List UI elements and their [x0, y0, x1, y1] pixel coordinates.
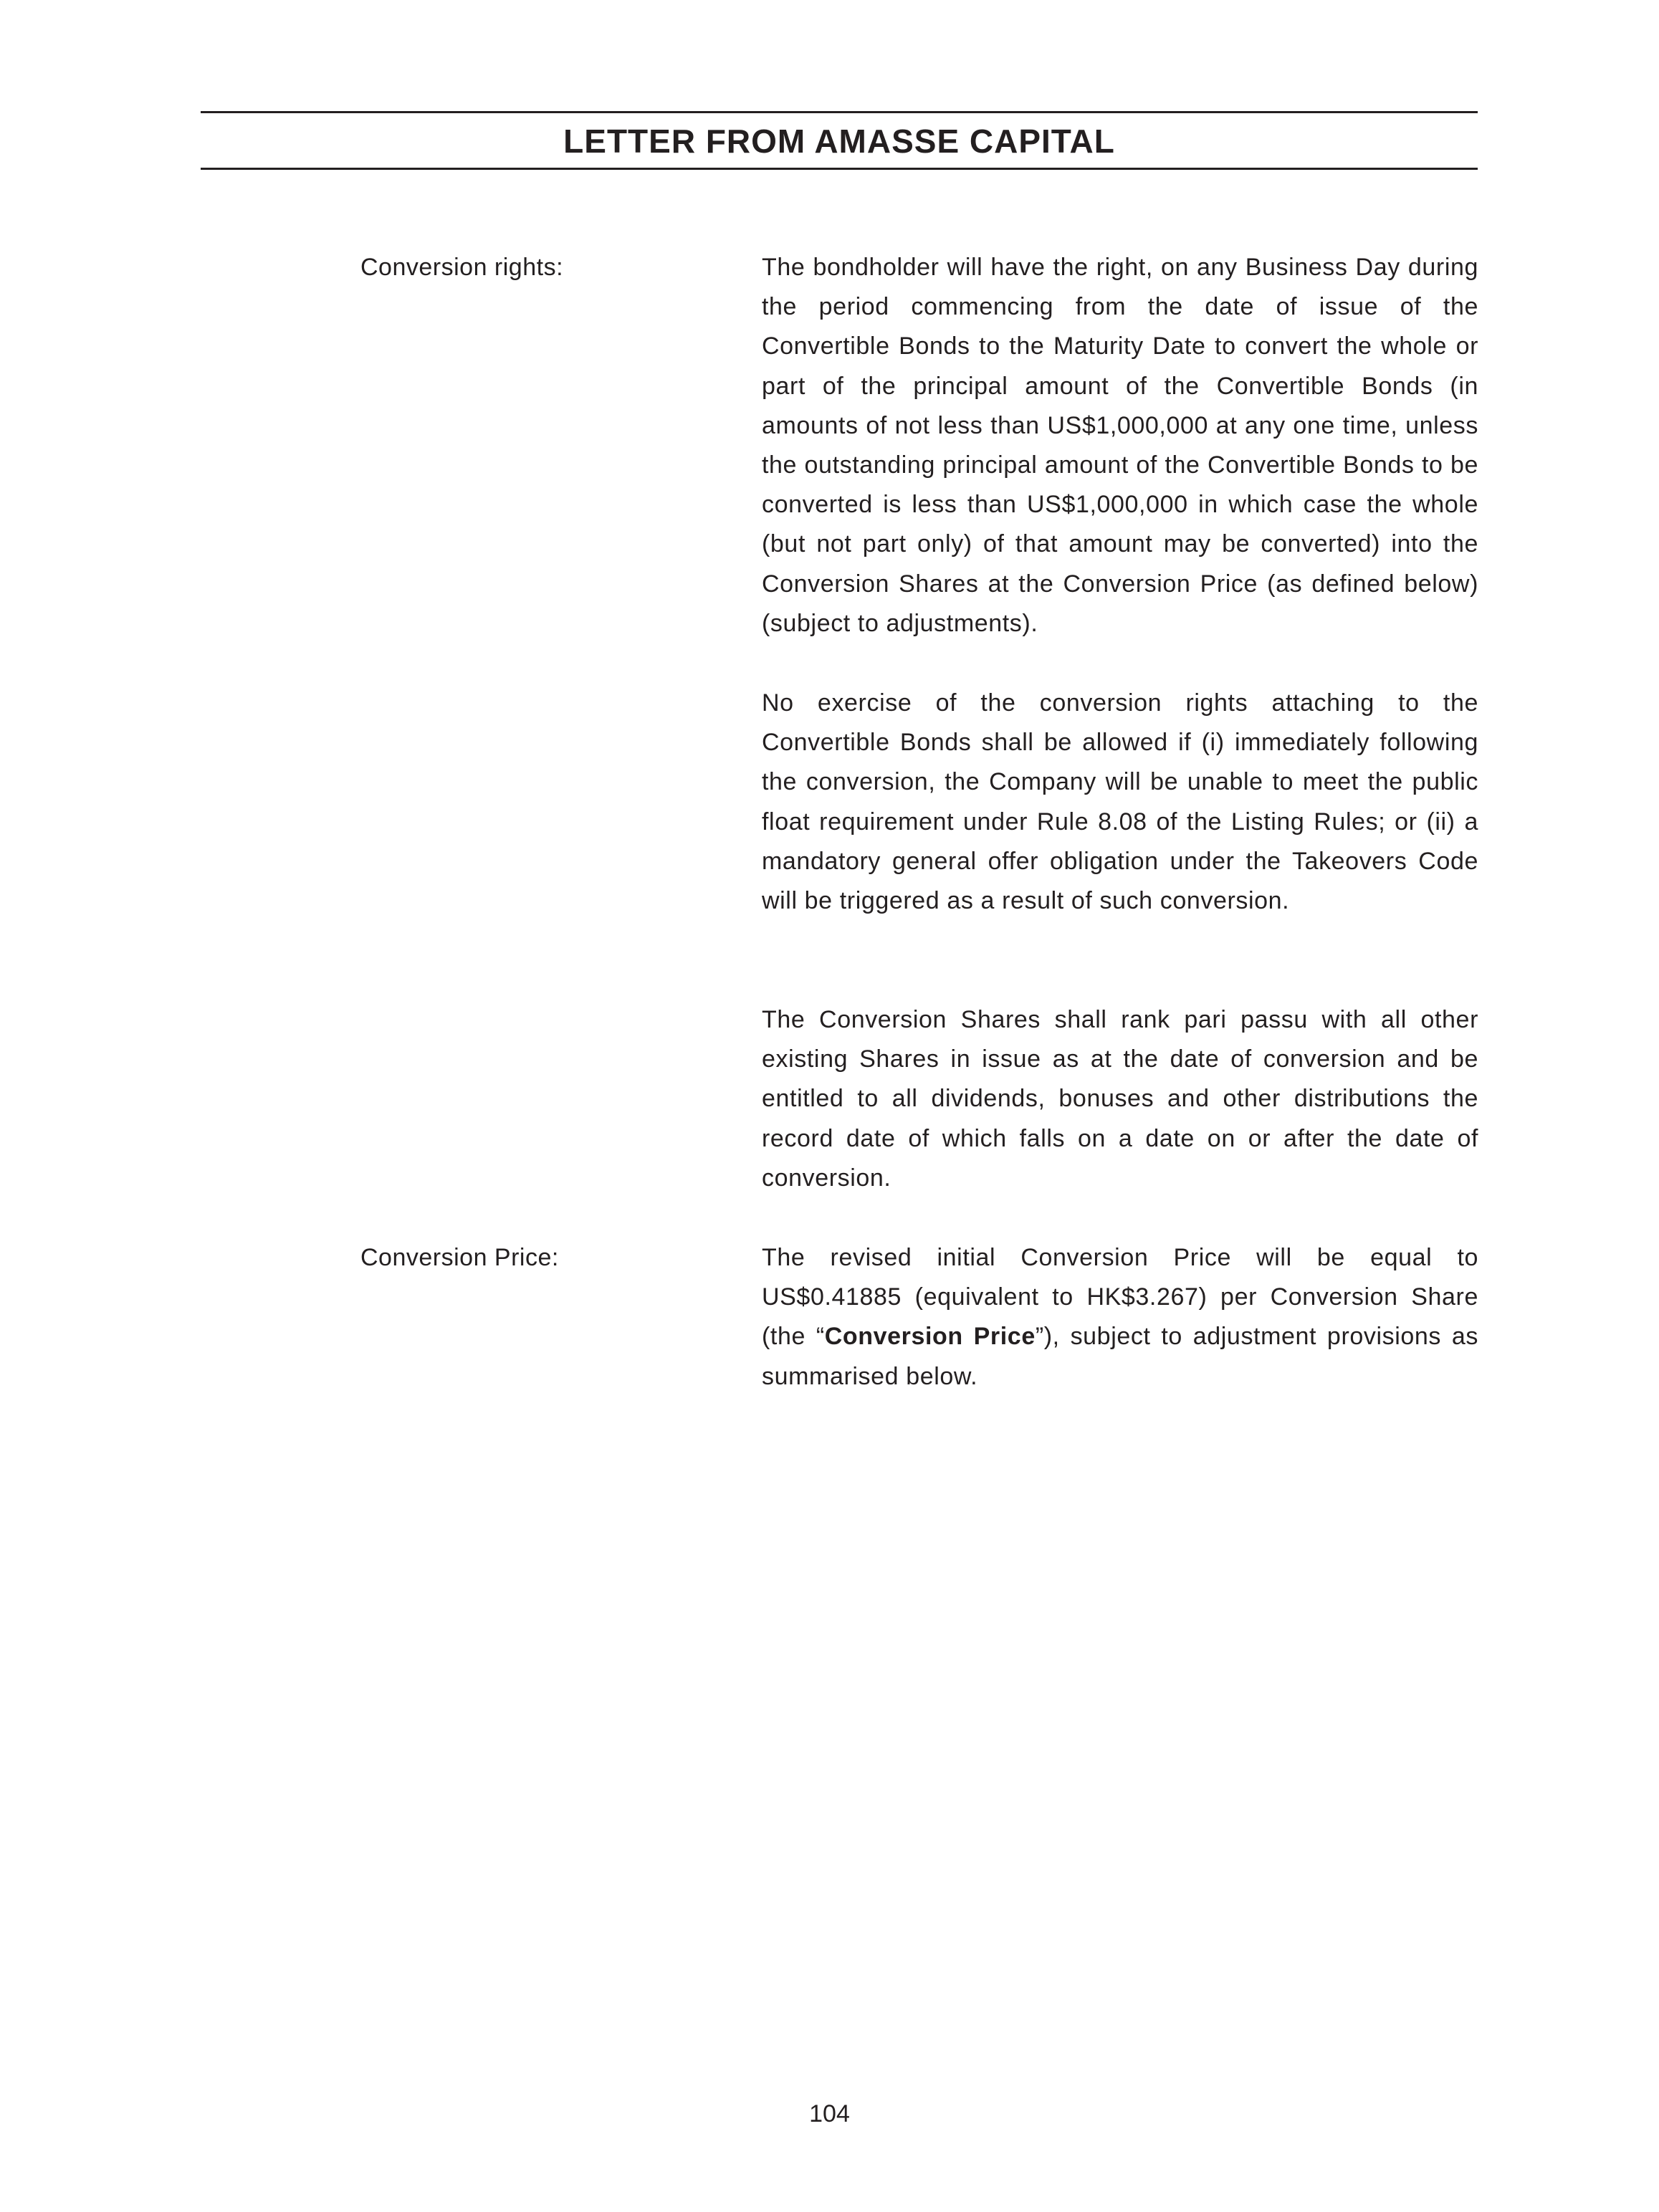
page-number: 104	[809, 2100, 850, 2127]
page-header	[201, 111, 1478, 170]
conversion-price-text-after: ”), subject to adjustment provisions as summarised below.	[762, 1323, 1478, 1390]
conversion-rights-paragraph-1: The bondholder will have the right, on any Business Day during the period commencing from the date of issue of the Convertible Bonds to the Maturity Date to convert the whole or part of the principal amount of the Convertible Bonds (in amounts of not less than US$1,000,000 at any one time, unless the outstanding principal amount of the Convertible Bonds to be converted is less than US$1,000,000 in which case the whole (but not part only) of that amount may be converted) into the Conversion Shares at the Conversion Price (as defined below) (subject to adjustments).	[762, 254, 1478, 637]
conversion-price-defined-term: Conversion Price	[824, 1323, 1036, 1351]
conversion-rights-paragraph-3: The Conversion Shares shall rank pari passu with all other existing Shares in issue as at the date of conversion and be entitled to all dividends, bonuses and other distributions the record date of which falls on a date on or after the date of conversion.	[762, 1006, 1478, 1192]
conversion-price-paragraph	[762, 1238, 1478, 1397]
conversion-rights-paragraph-2: No exercise of the conversion rights attaching to the Convertible Bonds shall be allowed if (i) immediately following the conversion, the Company will be unable to meet the public float requirement under Rule 8.08 of the Listing Rules; or (ii) a mandatory general offer obligation under the Takeovers Code will be triggered as a result of such conversion.	[762, 689, 1478, 915]
page-title: LETTER FROM AMASSE CAPITAL	[563, 123, 1115, 160]
conversion-price-text-before: The revised initial Conversion Price will be equal to US$0.41885 (equivalent to HK$3.267) per Conversion Share (the “	[762, 1244, 1478, 1351]
term-label-conversion-rights: Conversion rights:	[360, 254, 564, 281]
term-label-conversion-price: Conversion Price:	[360, 1244, 559, 1271]
